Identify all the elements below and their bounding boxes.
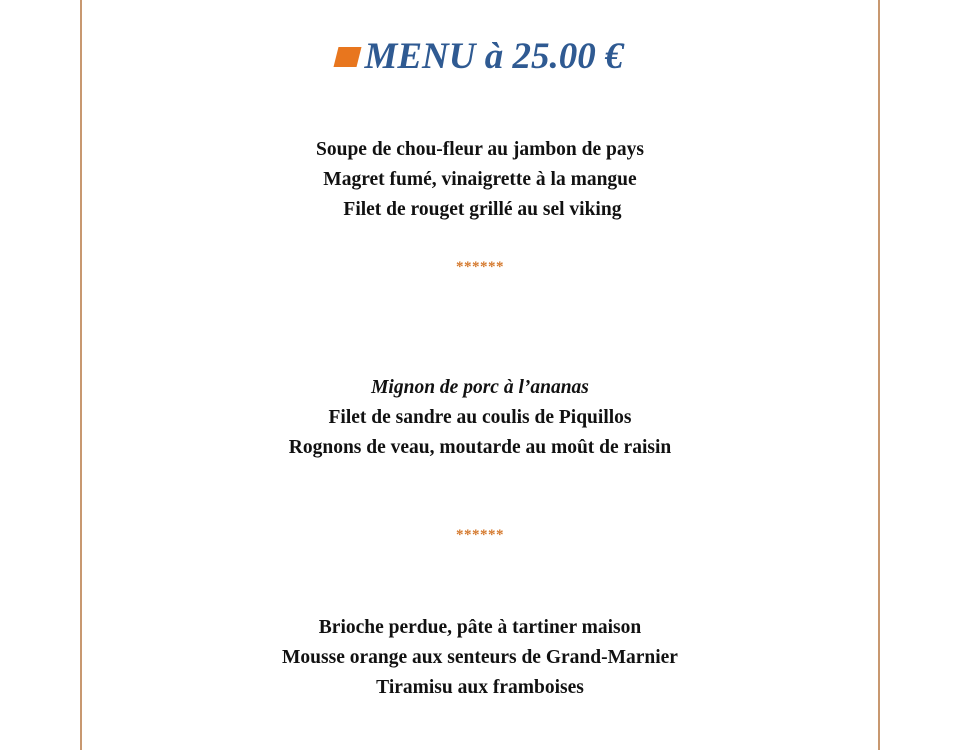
plat-item: Rognons de veau, moutarde au moût de raisin (288, 437, 672, 458)
menu-title-text: MENU à 25.00 € (364, 36, 624, 77)
section-separator: ****** (456, 259, 504, 275)
entree-item: Filet de rouget grillé au sel viking (338, 199, 622, 220)
entree-item: Magret fumé, vinaigrette à la mangue (323, 169, 637, 190)
entree-item: Soupe de chou-fleur au jambon de pays (316, 139, 644, 160)
dessert-item: Tiramisu aux framboises (376, 677, 584, 698)
plat-item: Mignon de porc à l’ananas (371, 377, 589, 398)
orange-bullet-icon (334, 47, 362, 67)
dessert-item: Mousse orange aux senteurs de Grand-Marnier (282, 647, 678, 668)
section-separator: ****** (456, 527, 504, 543)
dessert-item: Brioche perdue, pâte à tartiner maison (318, 617, 642, 638)
menu-title (0, 34, 960, 80)
plat-item: Filet de sandre au coulis de Piquillos (328, 407, 632, 428)
